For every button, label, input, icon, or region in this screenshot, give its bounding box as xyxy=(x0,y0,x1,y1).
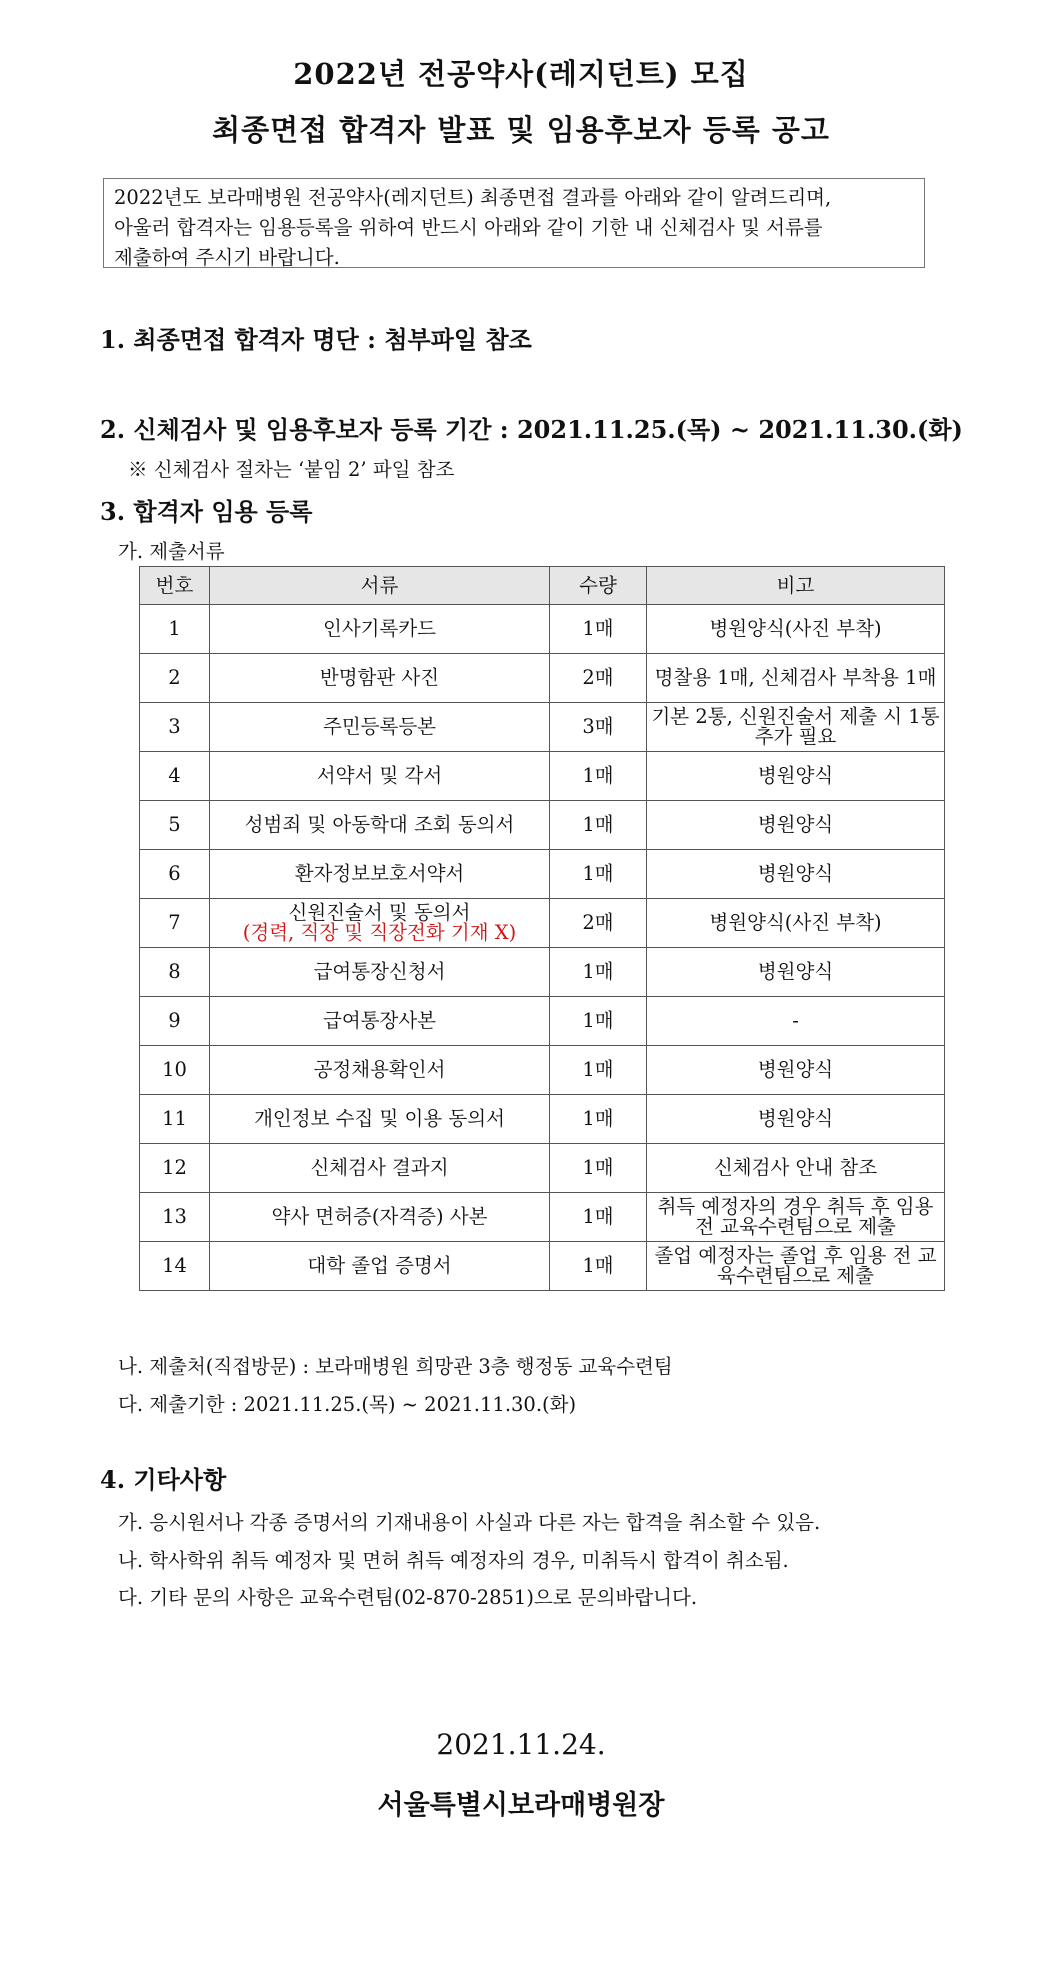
document-name: 신체검사 결과지 xyxy=(310,1156,449,1179)
remark: 명찰용 1매, 신체검사 부착용 1매 xyxy=(647,654,945,703)
quantity: 1매 xyxy=(550,997,647,1046)
quantity: 1매 xyxy=(550,1095,647,1144)
remark: 병원양식(사진 부착) xyxy=(647,605,945,654)
remark: 병원양식 xyxy=(647,1095,945,1144)
quantity: 2매 xyxy=(550,899,647,948)
page-subtitle: 최종면접 합격자 발표 및 임용후보자 등록 공고 xyxy=(212,113,830,147)
row-number: 7 xyxy=(140,899,210,948)
remark: 병원양식 xyxy=(647,801,945,850)
issue-date: 2021.11.24. xyxy=(436,1728,606,1761)
issuer-name: 서울특별시보라매병원장 xyxy=(377,1790,665,1821)
table-row xyxy=(140,948,945,997)
section-3-heading: 3. 합격자 임용 등록 xyxy=(100,497,313,526)
section-2-note: ※ 신체검사 절차는 ‘붙임 2’ 파일 참조 xyxy=(128,458,455,481)
table-row xyxy=(140,1095,945,1144)
row-number: 1 xyxy=(140,605,210,654)
quantity: 1매 xyxy=(550,752,647,801)
section-3-sub-a: 가. 제출서류 xyxy=(118,540,225,563)
document-name: 주민등록등본 xyxy=(322,715,437,738)
table-row xyxy=(140,899,945,948)
document-name-cell xyxy=(210,801,550,850)
document-name-cell xyxy=(210,948,550,997)
row-number: 9 xyxy=(140,997,210,1046)
table-row xyxy=(140,850,945,899)
quantity: 1매 xyxy=(550,850,647,899)
remark: 신체검사 안내 참조 xyxy=(647,1144,945,1193)
table-row xyxy=(140,605,945,654)
row-number: 10 xyxy=(140,1046,210,1095)
notice-line: 제출하여 주시기 바랍니다. xyxy=(114,246,340,269)
remark: 기본 2통, 신원진술서 제출 시 1통 추가 필요 xyxy=(647,703,945,752)
table-row xyxy=(140,1242,945,1291)
row-number: 2 xyxy=(140,654,210,703)
row-number: 5 xyxy=(140,801,210,850)
document-name: 성범죄 및 아동학대 조회 동의서 xyxy=(244,813,515,836)
quantity: 2매 xyxy=(550,654,647,703)
row-number: 6 xyxy=(140,850,210,899)
document-name-cell xyxy=(210,605,550,654)
table-row xyxy=(140,1193,945,1242)
section-1-heading: 1. 최종면접 합격자 명단 : 첨부파일 참조 xyxy=(100,325,532,354)
table-header-row xyxy=(140,567,945,605)
quantity: 1매 xyxy=(550,801,647,850)
row-number: 14 xyxy=(140,1242,210,1291)
table-row xyxy=(140,997,945,1046)
section-4-heading: 4. 기타사항 xyxy=(100,1465,227,1494)
document-name-cell xyxy=(210,899,550,948)
document-name: 대학 졸업 증명서 xyxy=(307,1254,452,1277)
document-name-cell xyxy=(210,1144,550,1193)
column-header-qty: 수량 xyxy=(550,567,647,605)
column-header-remark: 비고 xyxy=(647,567,945,605)
document-name-cell xyxy=(210,1193,550,1242)
remark: 취득 예정자의 경우 취득 후 임용 전 교육수련팀으로 제출 xyxy=(647,1193,945,1242)
document-name: 인사기록카드 xyxy=(322,617,437,640)
section-4-item: 가. 응시원서나 각종 증명서의 기재내용이 사실과 다른 자는 합격을 취소할 수 있음. xyxy=(118,1511,821,1534)
table-row xyxy=(140,1046,945,1095)
section-4-item: 나. 학사학위 취득 예정자 및 면허 취득 예정자의 경우, 미취득시 합격이 취소됨. xyxy=(118,1549,789,1572)
page-title: 2022년 전공약사(레지던트) 모집 xyxy=(293,57,749,91)
documents-table xyxy=(139,566,945,1291)
document-name-cell xyxy=(210,997,550,1046)
remark: 병원양식(사진 부착) xyxy=(647,899,945,948)
remark: - xyxy=(647,997,945,1046)
table-row xyxy=(140,752,945,801)
quantity: 1매 xyxy=(550,948,647,997)
row-number: 8 xyxy=(140,948,210,997)
table-row xyxy=(140,654,945,703)
table-row xyxy=(140,801,945,850)
document-name-cell xyxy=(210,1242,550,1291)
row-number: 12 xyxy=(140,1144,210,1193)
document-name: 신원진술서 및 동의서 xyxy=(288,901,471,924)
document-name: 반명함판 사진 xyxy=(319,666,440,689)
notice-line: 2022년도 보라매병원 전공약사(레지던트) 최종면접 결과를 아래와 같이 알려드리며, xyxy=(114,186,832,209)
column-header-no: 번호 xyxy=(140,567,210,605)
document-name: 급여통장사본 xyxy=(322,1009,437,1032)
remark: 졸업 예정자는 졸업 후 임용 전 교육수련팀으로 제출 xyxy=(647,1242,945,1291)
column-header-doc: 서류 xyxy=(210,567,550,605)
document-name: 개인정보 수집 및 이용 동의서 xyxy=(254,1107,505,1130)
document-name-cell xyxy=(210,1095,550,1144)
document-name: 서약서 및 각서 xyxy=(316,764,443,787)
section-3-sub-b: 나. 제출처(직접방문) : 보라매병원 희망관 3층 행정동 교육수련팀 xyxy=(118,1355,673,1378)
table-row xyxy=(140,703,945,752)
notice-line: 아울러 합격자는 임용등록을 위하여 반드시 아래와 같이 기한 내 신체검사 및 서류를 xyxy=(114,216,823,239)
section-3-sub-c: 다. 제출기한 : 2021.11.25.(목) ~ 2021.11.30.(화) xyxy=(118,1393,577,1416)
row-number: 11 xyxy=(140,1095,210,1144)
notice-box xyxy=(103,178,925,268)
quantity: 3매 xyxy=(550,703,647,752)
remark: 병원양식 xyxy=(647,850,945,899)
quantity: 1매 xyxy=(550,1193,647,1242)
document-name: 공정채용확인서 xyxy=(313,1058,446,1081)
remark: 병원양식 xyxy=(647,752,945,801)
document-name-cell xyxy=(210,752,550,801)
row-number: 13 xyxy=(140,1193,210,1242)
document-name-cell xyxy=(210,654,550,703)
section-2-heading: 2. 신체검사 및 임용후보자 등록 기간 : 2021.11.25.(목) ~ 2021.11.30.(화) xyxy=(100,415,963,444)
document-note: (경력, 직장 및 직장전화 기재 X) xyxy=(242,921,517,944)
document-name-cell xyxy=(210,850,550,899)
remark: 병원양식 xyxy=(647,1046,945,1095)
document-name: 약사 면허증(자격증) 사본 xyxy=(271,1205,488,1228)
quantity: 1매 xyxy=(550,1046,647,1095)
remark: 병원양식 xyxy=(647,948,945,997)
quantity: 1매 xyxy=(550,1242,647,1291)
document-name: 환자정보보호서약서 xyxy=(294,862,465,885)
table-row xyxy=(140,1144,945,1193)
document-name: 급여통장신청서 xyxy=(313,960,446,983)
row-number: 4 xyxy=(140,752,210,801)
quantity: 1매 xyxy=(550,605,647,654)
section-4-item: 다. 기타 문의 사항은 교육수련팀(02-870-2851)으로 문의바랍니다. xyxy=(118,1586,698,1609)
row-number: 3 xyxy=(140,703,210,752)
document-name-cell xyxy=(210,703,550,752)
document-name-cell xyxy=(210,1046,550,1095)
quantity: 1매 xyxy=(550,1144,647,1193)
